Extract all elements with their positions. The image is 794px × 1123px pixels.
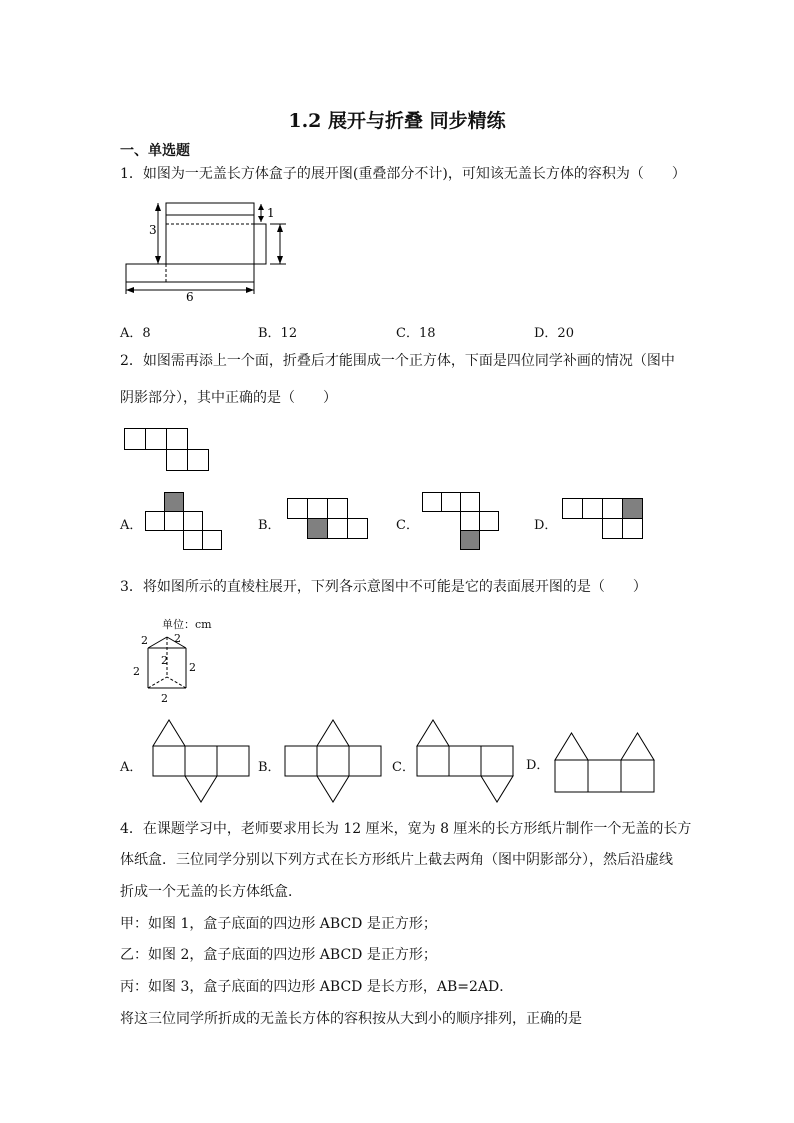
q2-option-b-net	[286, 498, 372, 542]
q3-edge-label: 2	[161, 654, 168, 667]
q2-option-a-label: A．	[120, 518, 143, 533]
q4-line-3: 折成一个无盖的长方体纸盒．	[120, 884, 302, 900]
q1-option-c: C．18	[396, 326, 436, 341]
q4-line-2: 体纸盒．三位同学分别以下列方式在长方形纸片上截去两角（图中阴影部分），然后沿虚线	[120, 852, 673, 868]
q2-option-a-net	[144, 492, 226, 552]
q2-base-net	[124, 428, 214, 472]
q3-unit-label: 单位：cm	[162, 618, 212, 631]
q3-option-a-net	[152, 718, 252, 804]
q1-option-a: A．8	[120, 326, 151, 341]
q2-stem-line2: 阴影部分），其中正确的是（ ）	[120, 390, 337, 406]
q3-option-c-net	[416, 718, 516, 804]
q3-edge-label: 2	[141, 634, 148, 647]
q1-figure	[118, 196, 318, 302]
q4-line-5: 乙：如图 2，盒子底面的四边形 ABCD 是正方形；	[120, 947, 437, 963]
q3-option-a-label: A．	[120, 760, 143, 775]
q2-option-d-net	[561, 498, 647, 542]
q3-edge-label: 2	[174, 632, 181, 645]
q1-label-1: 1	[267, 206, 275, 220]
q2-option-c-net	[422, 492, 502, 552]
q1-option-b: B．12	[258, 326, 298, 341]
q1-option-d: D．20	[534, 326, 574, 341]
q1-label-3: 3	[149, 223, 157, 237]
q2-option-d-label: D．	[534, 518, 558, 533]
page-title: 1.2 展开与折叠 同步精练	[288, 110, 506, 132]
q3-option-c-label: C．	[392, 760, 415, 775]
q2-option-b-label: B．	[258, 518, 281, 533]
q4-line-6: 丙：如图 3，盒子底面的四边形 ABCD 是长方形，AB=2AD．	[120, 979, 514, 995]
q3-edge-label: 2	[189, 661, 196, 674]
q3-prism-figure	[128, 628, 208, 708]
q3-option-d-label: D．	[526, 758, 550, 773]
q3-option-b-label: B．	[258, 760, 281, 775]
q3-option-d-net	[554, 730, 658, 794]
q4-line-7: 将这三位同学所折成的无盖长方体的容积按从大到小的顺序排列，正确的是	[120, 1011, 582, 1027]
q3-edge-label: 2	[161, 692, 168, 705]
q1-label-6: 6	[186, 290, 194, 304]
q3-option-b-net	[284, 718, 384, 804]
q1-stem: 1．如图为一无盖长方体盒子的展开图(重叠部分不计)，可知该无盖长方体的容积为（ ）	[120, 166, 686, 182]
q4-line-1: 4．在课题学习中，老师要求用长为 12 厘米，宽为 8 厘米的长方形纸片制作一个无盖的长方	[120, 821, 692, 837]
q2-stem-line1: 2．如图需再添上一个面，折叠后才能围成一个正方体，下面是四位同学补画的情况（图中	[120, 353, 675, 369]
q2-option-c-label: C．	[396, 518, 419, 533]
q3-stem: 3．将如图所示的直棱柱展开，下列各示意图中不可能是它的表面展开图的是（ ）	[120, 579, 647, 595]
section-heading: 一、单选题	[120, 143, 190, 159]
q4-line-4: 甲：如图 1，盒子底面的四边形 ABCD 是正方形；	[120, 916, 437, 932]
q3-edge-label: 2	[133, 665, 140, 678]
